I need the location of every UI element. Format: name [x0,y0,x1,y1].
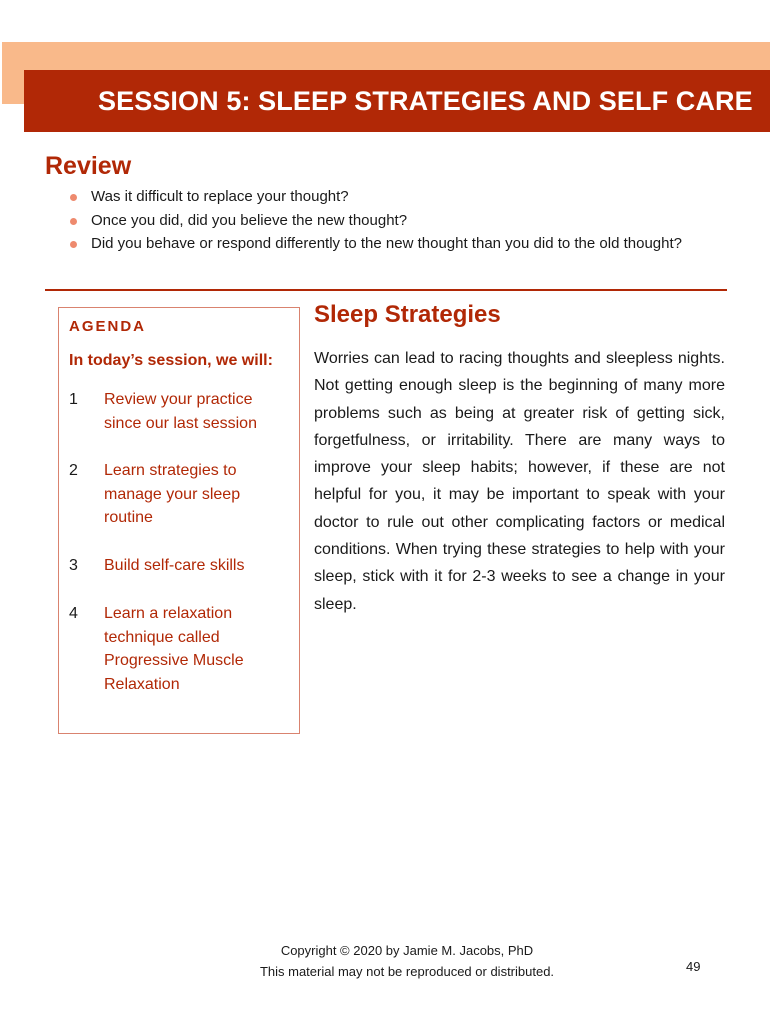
review-item: Once you did, did you believe the new thought? [70,209,690,233]
section-divider [45,289,727,291]
agenda-item-number: 1 [69,391,78,408]
agenda-item-text: Review your practice since our last session [104,391,257,432]
bullet-icon [70,194,77,201]
agenda-item-text: Learn a relaxation technique called Progressive Muscle Relaxation [104,605,244,693]
page-number: 49 [686,959,701,974]
copyright-text: Copyright © 2020 by Jamie M. Jacobs, PhD [280,943,534,958]
sleep-strategies-body: Worries can lead to racing thoughts and sleepless nights. Not getting enough sleep is the beginning of many more problems such as being at greater risk of getting sick, forgetfulness, or irritability. There are many ways to improve your sleep habits; however, if these are not helpful for you, it may be important to speak with your doctor to rule out other complicating factors or medical conditions. When trying these strategies to help with your sleep, stick with it for 2-3 weeks to see a change in your sleep. [314,350,725,613]
agenda-item-number: 4 [69,605,78,622]
agenda-intro: In today’s session, we will: [69,352,273,369]
review-heading: Review [45,152,132,180]
review-list [70,185,690,256]
review-item: Did you behave or respond differently to the new thought than you did to the old thought? [70,232,690,256]
distribution-notice: This material may not be reproduced or distributed. [259,964,555,979]
agenda-item-number: 2 [69,462,78,479]
review-item: Was it difficult to replace your thought? [70,185,690,209]
session-title: SESSION 5: SLEEP STRATEGIES AND SELF CARE [98,85,753,116]
footer [200,940,614,982]
sleep-strategies-heading: Sleep Strategies [314,301,501,328]
agenda-item-text: Learn strategies to manage your sleep routine [104,462,241,526]
agenda-box [58,307,300,734]
header-banner [24,70,770,132]
agenda-item-number: 3 [69,557,78,574]
agenda-item-text: Build self-care skills [104,557,245,574]
bullet-icon [70,241,77,248]
agenda-heading: AGENDA [69,318,147,335]
bullet-icon [70,218,77,225]
